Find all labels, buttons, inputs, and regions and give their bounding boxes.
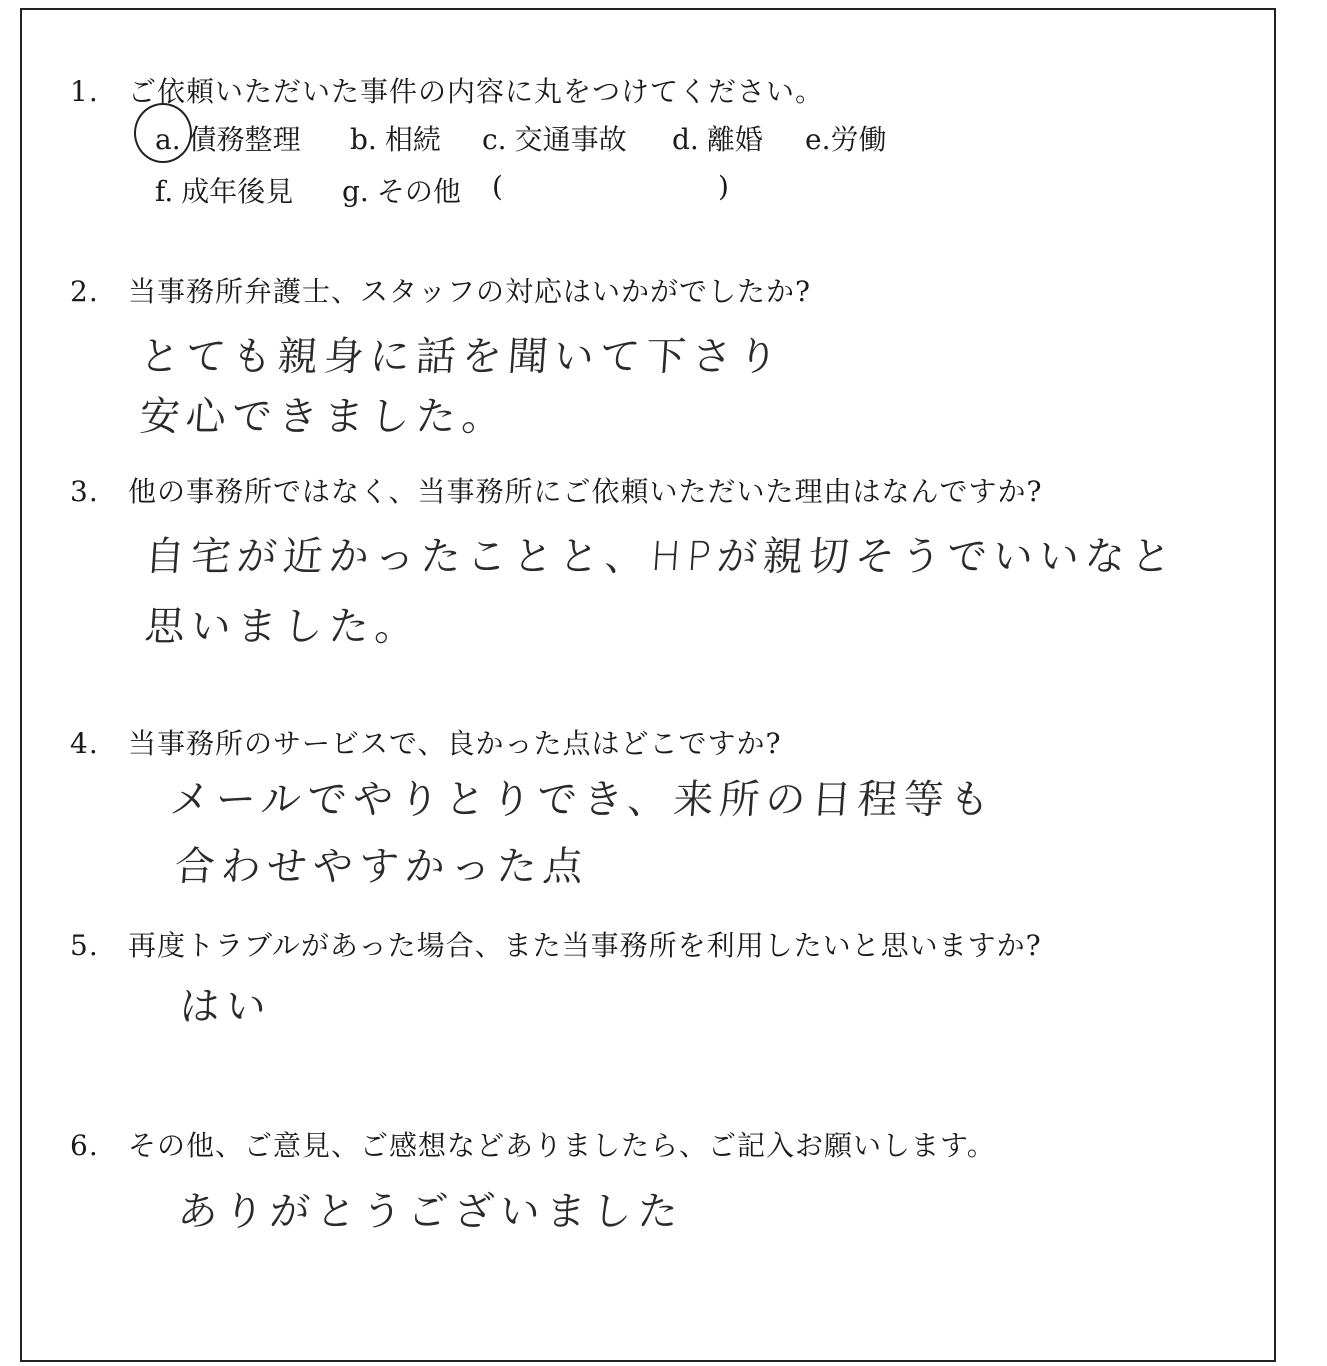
option-e[interactable] <box>805 118 887 158</box>
answer-4-line-1: メールでやりとりでき、来所の日程等も <box>168 777 997 823</box>
question-4-number: 4. <box>70 727 99 760</box>
option-c[interactable] <box>482 118 627 158</box>
option-d[interactable] <box>672 118 763 158</box>
answer-3-line-2: 思いました。 <box>143 604 423 650</box>
question-2-number: 2. <box>70 275 99 308</box>
question-2 <box>70 270 811 310</box>
option-f-label: 成年後見 <box>181 175 294 208</box>
answer-2-line-2: 安心できました。 <box>138 394 510 440</box>
question-4 <box>70 722 781 762</box>
option-e-label: 労働 <box>830 123 887 156</box>
option-a[interactable] <box>155 118 301 158</box>
question-5 <box>70 924 1042 964</box>
option-f[interactable] <box>155 170 293 210</box>
option-g-label: その他 <box>376 175 461 208</box>
option-b[interactable] <box>350 118 441 158</box>
option-a-key: a. <box>155 123 181 156</box>
option-e-key: e. <box>805 123 831 156</box>
question-5-text: 再度トラブルがあった場合、また当事務所を利用したいと思いますか? <box>128 929 1042 962</box>
option-a-label: 債務整理 <box>188 123 301 156</box>
option-g-key: g. <box>342 175 369 208</box>
answer-2-line-1: とても親身に話を聞いて下さり <box>138 334 786 380</box>
option-c-key: c. <box>482 123 507 156</box>
question-6-number: 6. <box>70 1129 99 1162</box>
question-5-number: 5. <box>70 929 99 962</box>
answer-4-line-2: 合わせやすかった点 <box>173 844 591 890</box>
question-6-text: その他、ご意見、ご感想などありましたら、ご記入お願いします。 <box>128 1129 996 1162</box>
other-paren-close: ) <box>718 170 729 203</box>
question-1-text: ご依頼いただいた事件の内容に丸をつけてください。 <box>128 75 825 108</box>
question-1 <box>70 70 824 110</box>
question-1-number: 1. <box>70 75 99 108</box>
other-paren-open: ( <box>492 170 503 203</box>
question-3 <box>70 470 1042 510</box>
option-g[interactable] <box>342 170 461 210</box>
question-2-text: 当事務所弁護士、スタッフの対応はいかがでしたか? <box>128 275 812 308</box>
option-b-key: b. <box>350 123 377 156</box>
question-6 <box>70 1124 996 1164</box>
option-c-label: 交通事故 <box>514 123 627 156</box>
answer-3-line-1: 自宅が近かったことと、HPが親切そうでいいなと <box>143 534 1179 580</box>
option-f-key: f. <box>155 175 174 208</box>
question-4-text: 当事務所のサービスで、良かった点はどこですか? <box>128 727 782 760</box>
option-d-key: d. <box>672 123 699 156</box>
question-3-text: 他の事務所ではなく、当事務所にご依頼いただいた理由はなんですか? <box>128 475 1043 508</box>
answer-6-line-1: ありがとうございました <box>176 1189 686 1235</box>
answer-5-line-1: はい <box>178 984 274 1030</box>
question-3-number: 3. <box>70 475 99 508</box>
option-d-label: 離婚 <box>706 123 763 156</box>
option-b-label: 相続 <box>384 123 441 156</box>
